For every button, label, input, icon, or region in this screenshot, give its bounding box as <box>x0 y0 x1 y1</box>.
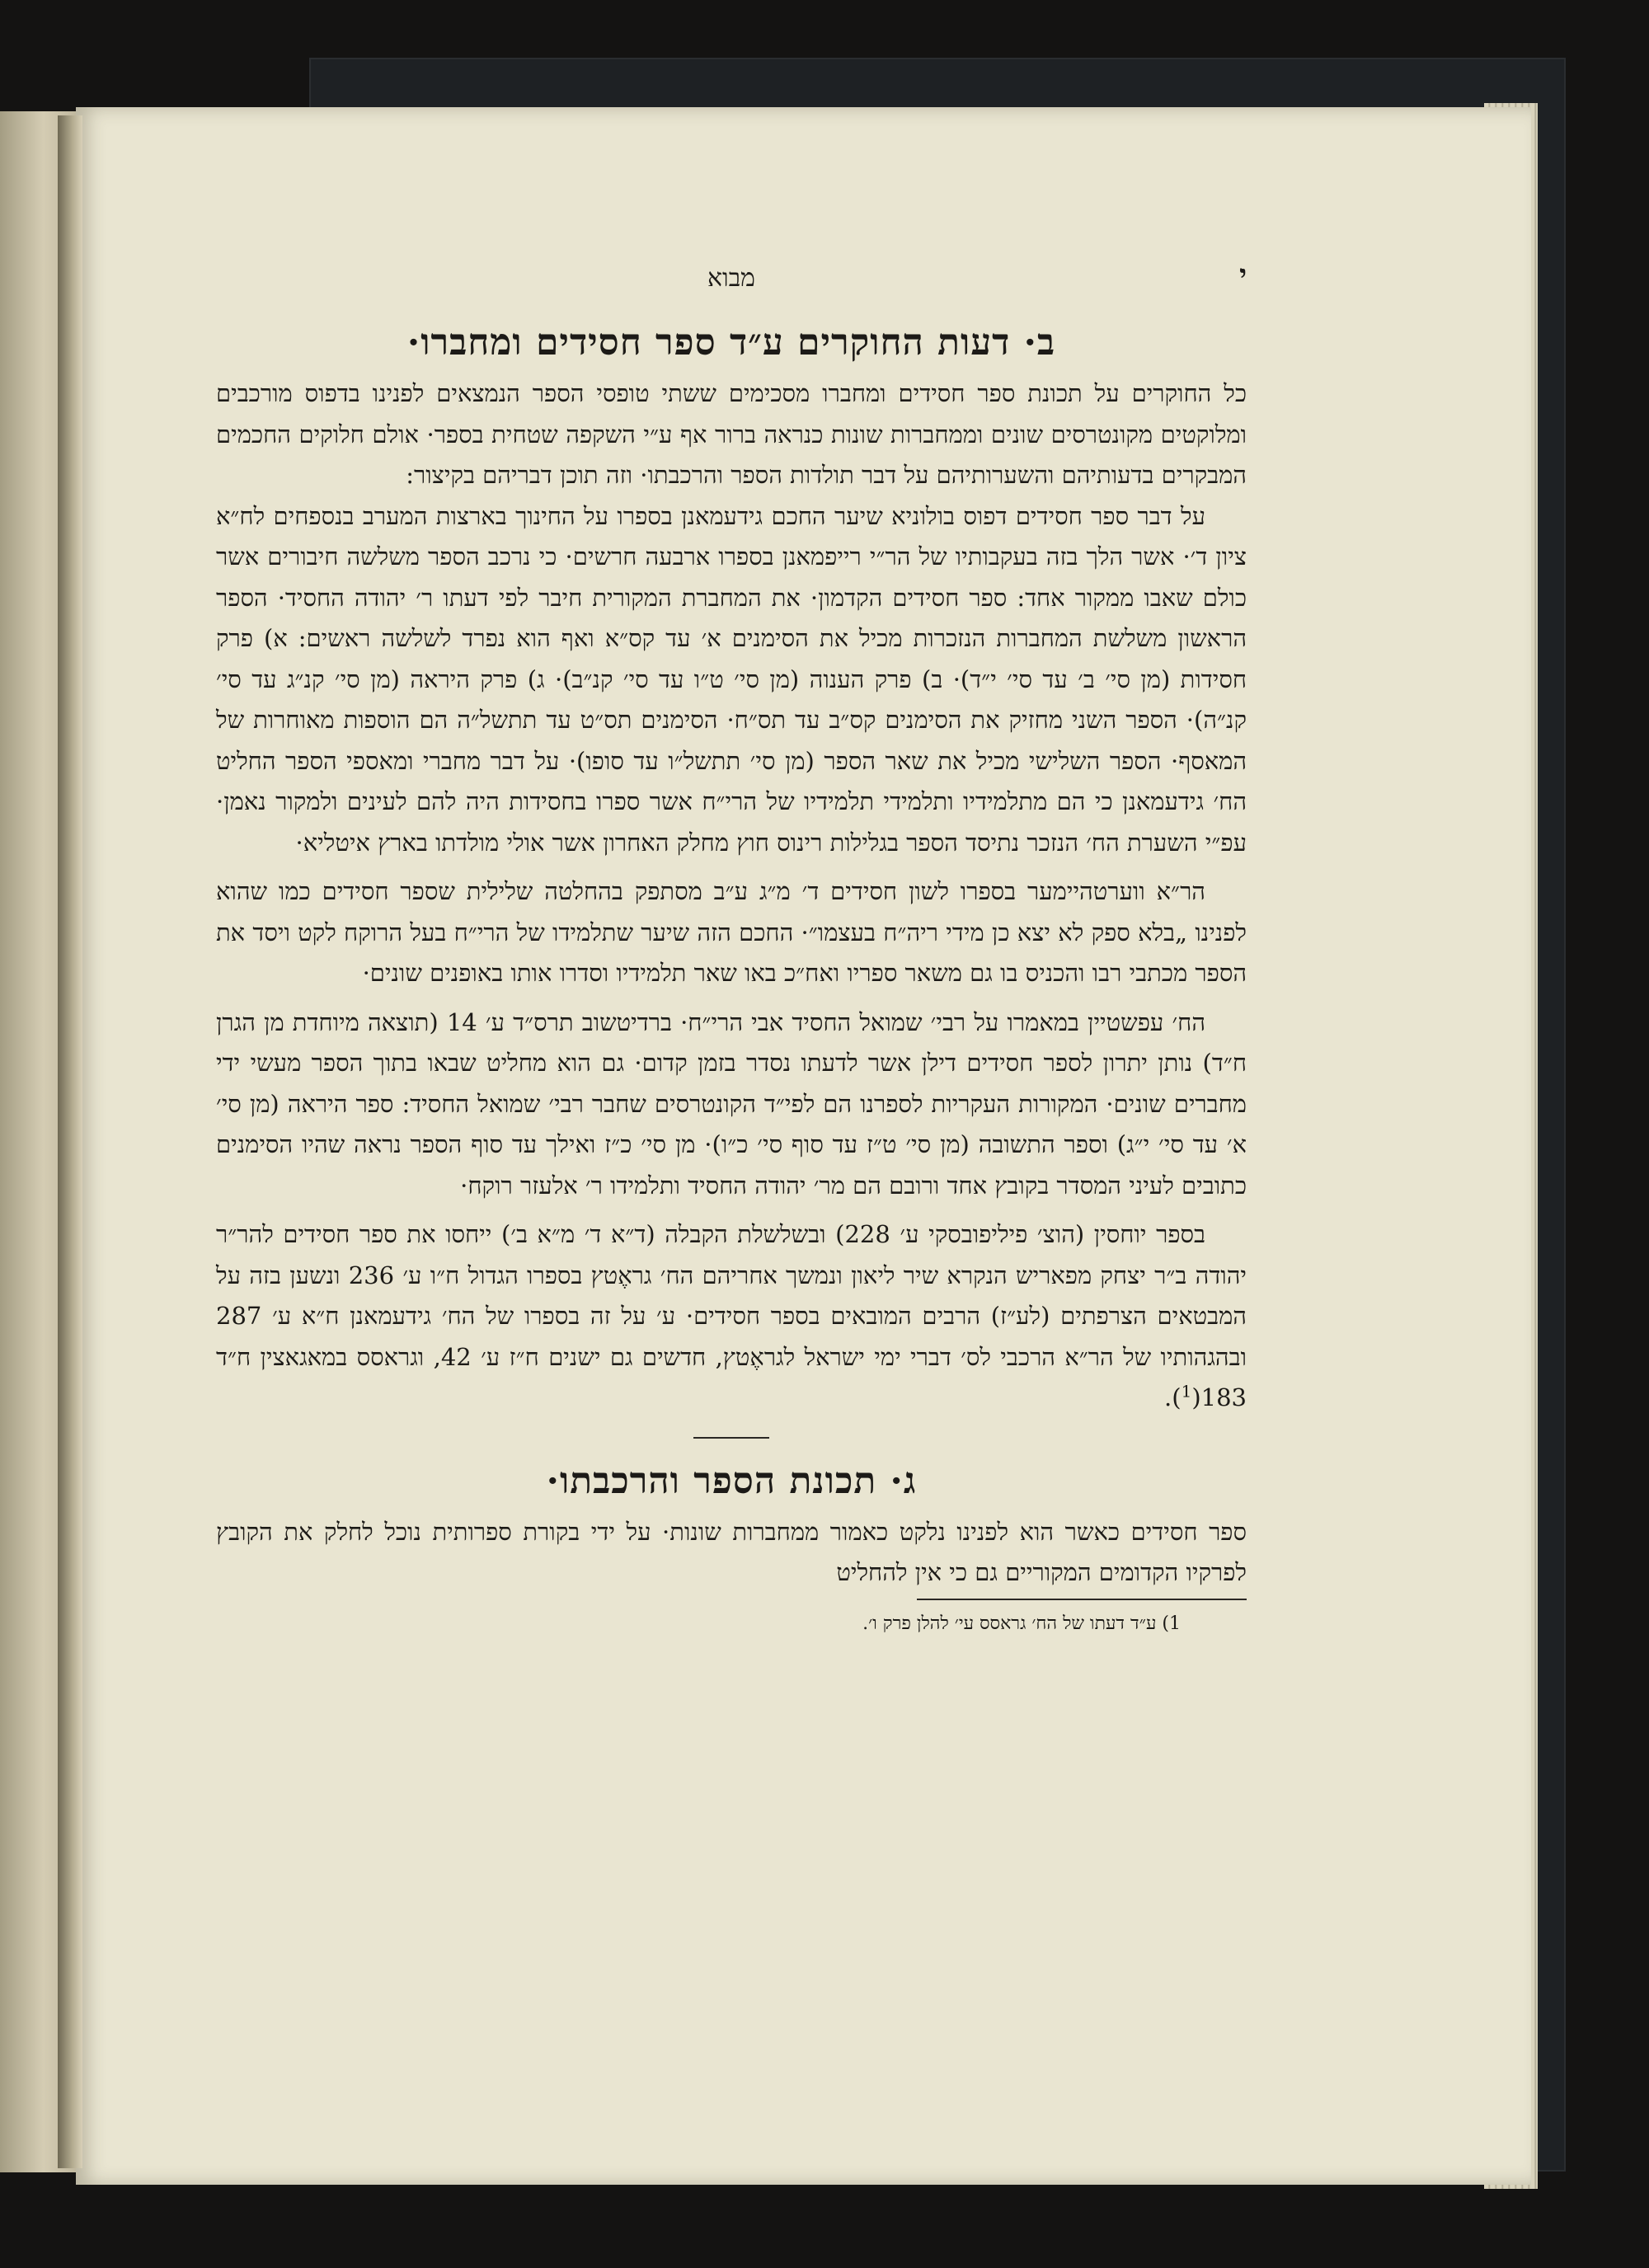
section-b-paragraph-3: הר״א ווערטהיימער בספרו לשון חסידים ד׳ מ״ג ע״ב מסתפק בהחלטה שלילית שספר חסידים כמו שהוא לפנינו „בלא ספק לא יצא כן מידי ריה״ח בעצמו״· החכם הזה שיער שתלמידו של הרי״ח בעל הרוקח לקט ויסד את הספר מכתבי רבו והכניס בו גם משאר ספריו ואח״כ באו שאר תלמידיו וסדרו אותו באופנים שונים· <box>216 877 1247 987</box>
book-page <box>76 107 1531 2185</box>
section-b-paragraph-1: כל החוקרים על תכונת ספר חסידים ומחברו מסכימים ששתי טופסי הספר הנמצאים לפנינו בדפוס מורכבים ומלוקטים מקונטרסים שונים וממחברות שונות כנראה ברור אף ע״י השקפה שטחית בספר· אולם חלוקים החכמים המבקרים בדעותיהם והשערותיהם על דבר תולדות הספר והרכבתו· וזה תוכן דבריהם בקיצור: <box>216 379 1247 489</box>
section-b-paragraph-5: בספר יוחסין (הוצ׳ פיליפובסקי ע׳ 228) ובשלשלת הקבלה (ד״א ד׳ מ״א ב׳) ייחסו את ספר חסידים להר״ר יהודה ב״ר יצחק מפאריש הנקרא שיר ליאון ונמשך אחריהם הח׳ גראֶטץ בספרו הגדול ח״ו ע׳ 236 ונשען בזה על המבטאים הצרפתים (לע״ז) הרבים המובאים בספר חסידים· ע׳ על זה בספרו של הח׳ גידעמאנן ח״א ע׳ 287 ובהגהותיו של הר״א הרכבי לס׳ דברי ימי ישראל לגראֶטץ, חדשים גם ישנים ח״ז ע׳ 42, וגראסס במאגאצין ח״ד 183($^1$). <box>216 1220 1247 1411</box>
running-title: מבוא <box>707 264 755 293</box>
page-header <box>216 259 1247 313</box>
section-b-paragraph-2: על דבר ספר חסידים דפוס בולוניא שיער החכם גידעמאנן בספרו על החינוך בארצות המערב בנספחים לח״א ציון ד׳· אשר הלך בזה בעקבותיו של הר״י רייפמאנן בספרו ארבעה חרשים· כי נרכב הספר משלשה חיבורים אשר כולם שאבו ממקור אחד: ספר חסידים הקדמון· את המחברת המקורית חיבר לפי דעתו ר׳ יהודה החסיד· הספר הראשון משלשת המחברות הנזכרות מכיל את הסימנים א׳ עד קס״א ואף הוא נפרד לשלשה ראשים: א) פרק חסידות (מן סי׳ ב׳ עד סי׳ י״ד)· ב) פרק הענוה (מן סי׳ ט״ו עד סי׳ קנ״ב)· ג) פרק היראה (מן סי׳ קנ״ג עד סי׳ קנ״ה)· הספר השני מחזיק את הסימנים קס״ב עד תס״ח· הסימנים תס״ט עד תתשל״ה הם הוספות מאוחרות של המאסף· הספר השלישי מכיל את שאר הספר (מן סי׳ תתשל״ו עד סופו)· על דבר מחברי ומאספי הספר החליט הח׳ גידעמאנן כי הם מתלמידיו ותלמידי תלמידיו של הרי״ח אשר ספרו בחסידות היה להם לעינים ולמקור נאמן· עפ״י השערת הח׳ הנזכר נתיסד הספר בגלילות רינוס חוץ מחלק האחרון אשר אולי מולדתו בארץ איטליא· <box>216 501 1247 857</box>
footnote-marker: 1) <box>1162 1613 1181 1634</box>
section-b-paragraph-4: הח׳ עפשטיין במאמרו על רבי׳ שמואל החסיד אבי הרי״ח· ברדיטשוב תרס״ד ע׳ 14 (תוצאה מיוחדת מן הגרן ח״ד) נותן יתרון לספר חסידים דילן אשר לדעתו נסדר בזמן קדום· גם הוא מחליט שבאו בתוך הספר מעשי ידי מחברים שונים· המקורות העקריות לספרנו הם לפי״ד הקונטרסים שחבר רבי׳ שמואל החסיד: ספר היראה (מן סי׳ א׳ עד סי׳ י״ג) וספר התשובה (מן סי׳ ט״ז עד סוף סי׳ כ״ו)· מן סי׳ כ״ז ואילך עד סוף הספר נראה שהיו הסימנים כתובים לעיני המסדר בקובץ אחד ורובם הם מר׳ יהודה החסיד ותלמידו ר׳ אלעזר רוקח· <box>216 1007 1247 1200</box>
page-number: י <box>1239 259 1247 292</box>
footnote-text: ע״ד דעתו של הח׳ גראסס עי׳ להלן פרק ו׳. <box>862 1613 1157 1634</box>
footnote-rule <box>917 1599 1247 1600</box>
section-g-paragraph-1: ספר חסידים כאשר הוא לפנינו נלקט כאמור ממחברות שונות· על ידי בקורת ספרותית נוכל לחלק את הקובץ לפרקיו הקדומים המקוריים גם כי אין להחליט <box>216 1517 1247 1586</box>
footnote <box>216 1610 1247 1638</box>
footnote-reference: 1 <box>1181 1381 1192 1402</box>
section-divider <box>693 1437 769 1439</box>
section-b-paragraph-5-text: בספר יוחסין (הוצ׳ פיליפובסקי ע׳ 228) ובשלשלת הקבלה (ד״א ד׳ מ״א ב׳) ייחסו את ספר חסידים להר״ר יהודה ב״ר יצחק מפאריש הנקרא שיר ליאון ונמשך אחריהם הח׳ גראֶטץ בספרו הגדול ח״ו ע׳ 236 ונשען בזה על המבטאים הצרפתים (לע״ז) הרבים המובאים בספר חסידים· ע׳ על זה בספרו של הח׳ גידעמאנן ח״א ע׳ 287 ובהגהותיו של הר״א הרכבי לס׳ דברי ימי ישראל לגראֶטץ, חדשים גם ישנים ח״ז ע׳ 42, וגראסס במאגאצין ח״ד 183 <box>216 1220 1247 1411</box>
section-b-heading: ב· דעות החוקרים ע״ד ספר חסידים ומחברו· <box>406 322 1056 364</box>
section-b-paragraph-5-end: ). <box>1164 1383 1182 1411</box>
section-g-heading: ג· תכונת הספר והרכבתו· <box>546 1459 917 1502</box>
book-gutter <box>58 115 82 2168</box>
page-content <box>216 259 1247 1638</box>
